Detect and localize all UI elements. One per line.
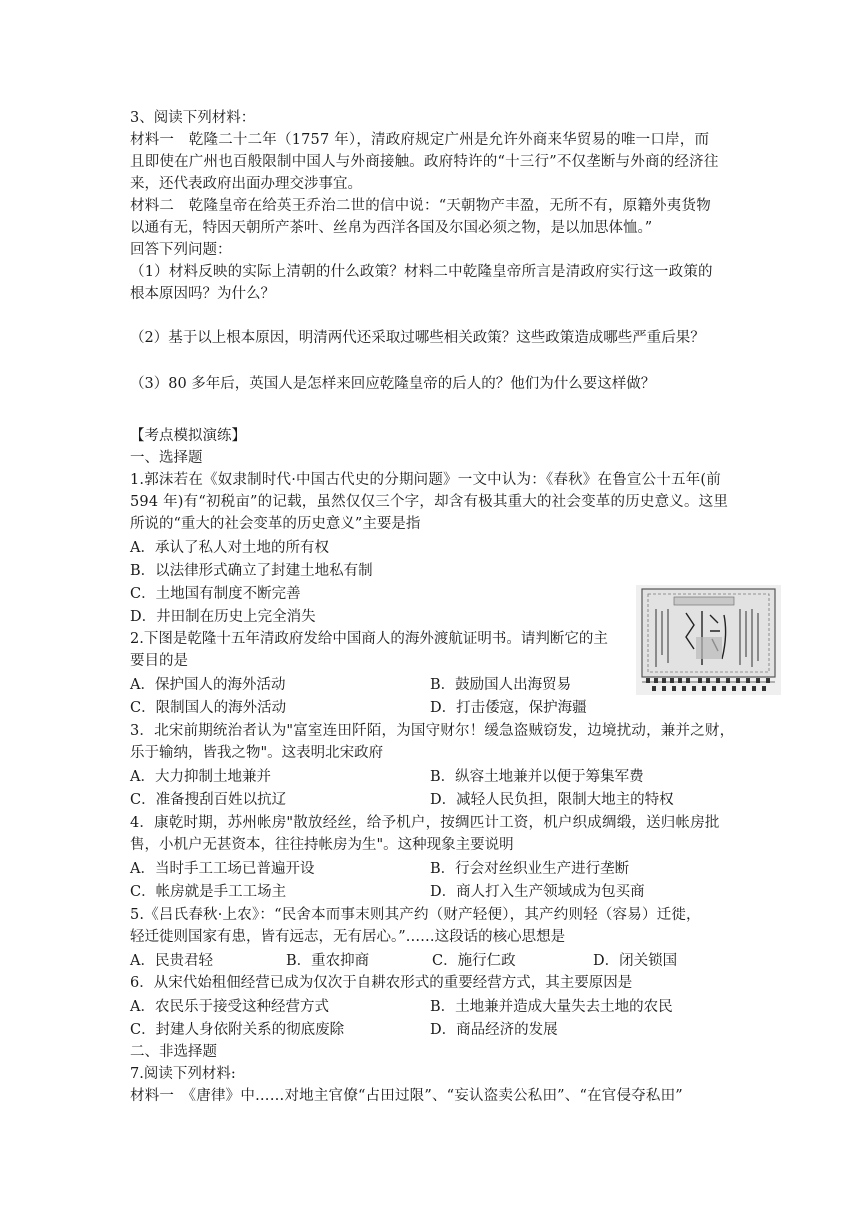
mc5-option-d: D．闭关锁国: [593, 953, 678, 969]
mc4-option-d: D．商人打入生产领域成为包买商: [430, 884, 645, 900]
mc5-option-c: C．施行仁政: [432, 953, 516, 969]
part1-heading: 一、选择题: [130, 450, 203, 466]
mc3-line2: 乐于输纳，皆我之物"。这表明北宋政府: [130, 745, 384, 761]
mc6-option-c: C．封建人身依附关系的彻底废除: [130, 1022, 345, 1038]
mc1-option-b: B．以法律形式确立了封建土地私有制: [130, 563, 373, 579]
q3-answer-prompt: 回答下列问题：: [130, 242, 232, 258]
mc3-option-a: A．大力抑制土地兼并: [130, 769, 271, 785]
certificate-image: [636, 585, 781, 695]
mc2-option-a: A．保护国人的海外活动: [130, 677, 286, 693]
mc5-option-b: B．重农抑商: [286, 953, 370, 969]
q7-line1: 7.阅读下列材料:: [130, 1066, 236, 1082]
mc1-line2: 594 年)有“初税亩”的记载，虽然仅仅三个字，却含有极其重大的社会变革的历史意义。这里: [130, 494, 729, 510]
q3-sub1-line1: （1）材料反映的实际上清朝的什么政策？材料二中乾隆皇帝所言是清政府实行这一政策的: [130, 264, 713, 280]
mc2-option-d: D．打击倭寇，保护海疆: [430, 700, 587, 716]
mc6-option-a: A．农民乐于接受这种经营方式: [130, 999, 329, 1015]
mc4-option-b: B．行会对丝织业生产进行垄断: [430, 861, 630, 877]
mc4-line1: 4．康乾时期，苏州帐房"散放经丝，给予机户，按绸匹计工资，机户织成绸缎，送归帐房批: [130, 815, 720, 831]
mc3-option-b: B．纵容土地兼并以便于筹集军费: [430, 769, 644, 785]
mc5-line2: 轻迁徙则国家有患，皆有远志，无有居心。”……这段话的核心思想是: [130, 929, 566, 945]
mc1-option-a: A．承认了私人对土地的所有权: [130, 540, 329, 556]
q3-heading: 3、阅读下列材料：: [130, 110, 256, 126]
mc4-option-a: A．当时手工工场已普遍开设: [130, 861, 315, 877]
q3-sub1-line2: 根本原因吗？为什么？: [130, 286, 275, 302]
mc4-line2: 售，小机户无甚资本，往往持帐房为生"。这种现象主要说明: [130, 837, 514, 853]
mc1-line1: 1.郭沫若在《奴隶制时代·中国古代史的分期问题》一文中认为：《春秋》在鲁宣公十五年(前: [130, 472, 721, 488]
q3-material2-line1: 材料二 乾隆皇帝在给英王乔治二世的信中说：“天朝物产丰盈，无所不有，原籍外夷货物: [130, 198, 711, 214]
mc4-option-c: C．帐房就是手工工场主: [130, 884, 287, 900]
mc3-option-c: C．准备搜刮百姓以抗辽: [130, 792, 287, 808]
mc2-line1: 2.下图是乾隆十五年清政府发给中国商人的海外渡航证明书。请判断它的主: [130, 631, 608, 647]
q3-material1-line1: 材料一 乾隆二十二年（1757 年），清政府规定广州是允许外商来华贸易的唯一口岸，而: [130, 132, 710, 148]
mc6-line1: 6．从宋代始租佃经营已成为仅次于自耕农形式的重要经营方式，其主要原因是: [130, 975, 633, 991]
mc2-option-c: C．限制国人的海外活动: [130, 700, 287, 716]
section-title: 【考点模拟演练】: [130, 428, 246, 444]
q3-material1-line3: 来，还代表政府出面办理交涉事宜。: [130, 176, 362, 192]
certificate-illustration: [636, 585, 781, 695]
mc1-option-c: C．土地国有制度不断完善: [130, 586, 301, 602]
mc6-option-b: B．土地兼并造成大量失去土地的农民: [430, 999, 673, 1015]
mc1-option-d: D．井田制在历史上完全消失: [130, 609, 316, 625]
mc1-line3: 所说的“重大的社会变革的历史意义”主要是指: [130, 516, 421, 532]
q7-line2: 材料一 《唐律》中……对地主官僚“占田过限”、“妄认盗卖公私田”、“在官侵夺私田”: [130, 1088, 683, 1104]
mc2-line2: 要目的是: [130, 653, 188, 669]
mc5-option-a: A．民贵君轻: [130, 953, 213, 969]
q3-sub2: （2）基于以上根本原因，明清两代还采取过哪些相关政策？这些政策造成哪些严重后果？: [130, 330, 705, 346]
mc2-option-b: B．鼓励国人出海贸易: [430, 677, 572, 693]
part2-heading: 二、非选择题: [130, 1044, 217, 1060]
q3-material2-line2: 以通有无，特因天朝所产茶叶、丝帛为西洋各国及尔国必须之物，是以加思体恤。”: [130, 220, 653, 236]
q3-sub3: （3）80 多年后，英国人是怎样来回应乾隆皇帝的后人的？他们为什么要这样做？: [130, 376, 656, 392]
mc6-option-d: D．商品经济的发展: [430, 1022, 558, 1038]
q3-material1-line2: 且即使在广州也百般限制中国人与外商接触。政府特许的“十三行”不仅垄断与外商的经济往: [130, 154, 719, 170]
mc3-line1: 3．北宋前期统治者认为"富室连田阡陌，为国守财尔！缓急盗贼窃发，边境扰动，兼并之财，: [130, 723, 735, 739]
mc5-line1: 5.《吕氏春秋·上农》：“民舍本而事末则其产约（财产轻便），其产约则轻（容易）迁徙，: [130, 907, 701, 923]
mc3-option-d: D．减轻人民负担，限制大地主的特权: [430, 792, 674, 808]
